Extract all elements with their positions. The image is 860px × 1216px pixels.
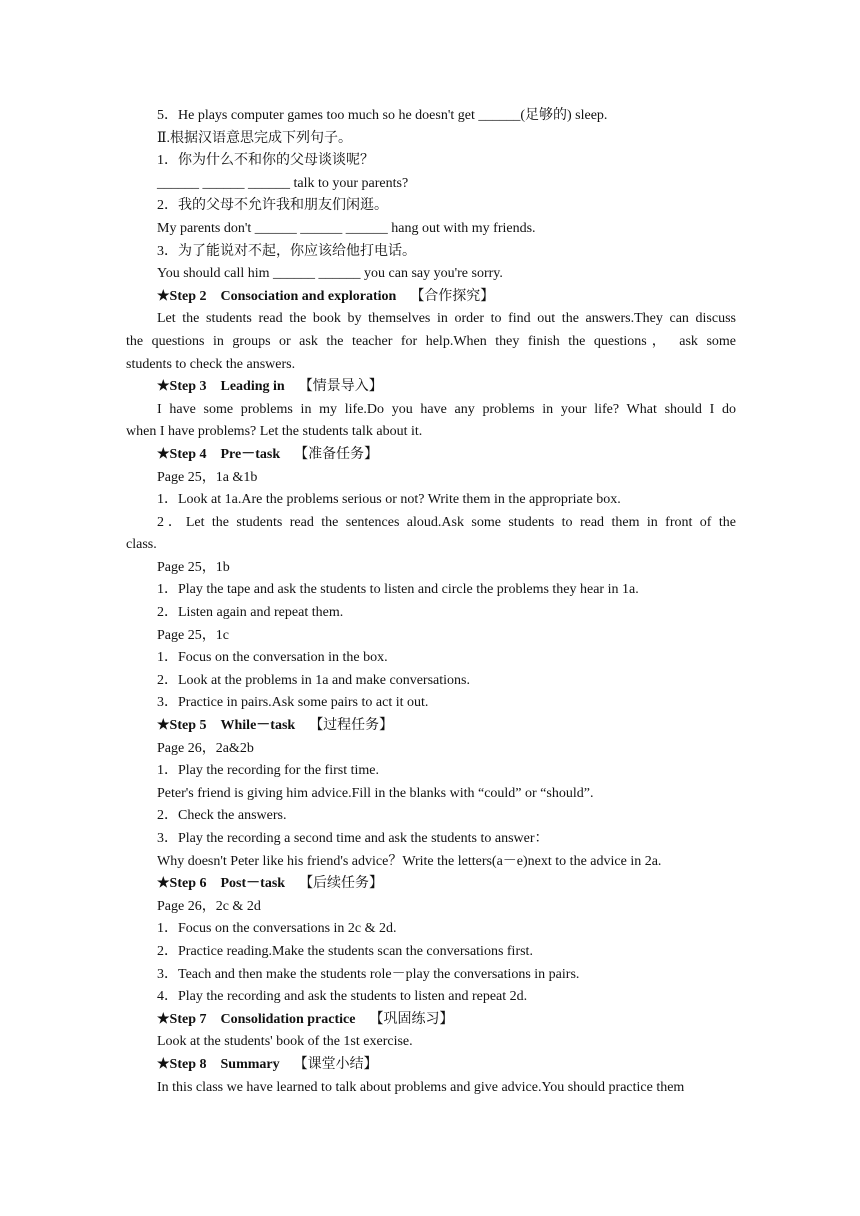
list-item: 2．Practice reading.Make the students scan the conversations first. xyxy=(157,943,533,959)
list-item: 1．Play the recording for the first time. xyxy=(157,763,379,779)
step-tag: 【后续任务】 xyxy=(299,876,384,892)
list-item: Peter's friend is giving him advice.Fill in the blanks with “could” or “should”. xyxy=(157,785,594,801)
step-title: ★Step 4 Pre－task xyxy=(157,446,281,462)
list-item: 1．Focus on the conversation in the box. xyxy=(157,650,388,666)
step-tag: 【准备任务】 xyxy=(294,446,379,462)
paragraph-line: Let the students read the book by themselves in order to find out the answers.They can discuss xyxy=(157,311,736,327)
paragraph-line: when I have problems? Let the students talk about it. xyxy=(126,424,423,440)
page-reference: Page 26，2a&2b xyxy=(157,740,254,756)
list-item: 4．Play the recording and ask the students to listen and repeat 2d. xyxy=(157,989,528,1005)
step-heading xyxy=(126,376,736,399)
exercise-section xyxy=(126,105,736,286)
step-title: ★Step 2 Consociation and exploration xyxy=(157,288,397,304)
list-item: Look at the students' book of the 1st exercise. xyxy=(157,1034,413,1050)
paragraph-line: In this class we have learned to talk about problems and give advice.You should practice them xyxy=(157,1079,685,1095)
exercise-line: 2．我的父母不允许我和朋友们闲逛。 xyxy=(157,198,388,214)
step-tag: 【合作探究】 xyxy=(410,288,495,304)
list-item: 1．Look at 1a.Are the problems serious or not? Write them in the appropriate box. xyxy=(157,492,621,508)
step-heading xyxy=(126,444,736,467)
list-item: 2．Check the answers. xyxy=(157,808,287,824)
list-item: 3．Practice in pairs.Ask some pairs to act it out. xyxy=(157,695,429,711)
paragraph-line: I have some problems in my life.Do you have any problems in your life? What should I do xyxy=(157,401,736,417)
step-heading xyxy=(126,1009,736,1032)
step-title: ★Step 3 Leading in xyxy=(157,379,285,395)
exercise-line: My parents don't ______ ______ ______ hang out with my friends. xyxy=(157,220,536,236)
list-item: 1．Play the tape and ask the students to listen and circle the problems they hear in 1a. xyxy=(157,582,639,598)
page-reference: Page 26，2c & 2d xyxy=(157,898,261,914)
step-title: ★Step 6 Post－task xyxy=(157,876,286,892)
step-heading xyxy=(126,286,736,309)
paragraph-line: the questions in groups or ask the teacher for help.When they finish the questions， ask some xyxy=(126,333,736,349)
step-heading xyxy=(126,1054,736,1077)
list-item: 3．Teach and then make the students role－play the conversations in pairs. xyxy=(157,966,580,982)
exercise-line: 5．He plays computer games too much so he doesn't get ______(足够的) sleep. xyxy=(157,108,608,123)
step-heading xyxy=(126,715,736,738)
list-item-continuation: class. xyxy=(126,537,157,553)
step-title: ★Step 8 Summary xyxy=(157,1056,280,1072)
document-page xyxy=(126,105,736,1099)
step-tag: 【课堂小结】 xyxy=(293,1056,378,1072)
list-item: Why doesn't Peter like his friend's advice？Write the letters(a－e)next to the advice in 2a. xyxy=(157,853,662,869)
step-title: ★Step 7 Consolidation practice xyxy=(157,1011,356,1027)
paragraph-line: students to check the answers. xyxy=(126,356,296,372)
step-heading xyxy=(126,873,736,896)
exercise-line: 3．为了能说对不起，你应该给他打电话。 xyxy=(157,243,416,259)
list-item: 3．Play the recording a second time and ask the students to answer： xyxy=(157,831,549,846)
page-reference: Page 25，1c xyxy=(157,627,229,643)
list-item: 2．Listen again and repeat them. xyxy=(157,605,344,621)
step-title: ★Step 5 While－task xyxy=(157,718,296,734)
page-reference: Page 25，1b xyxy=(157,559,230,575)
step-tag: 【情景导入】 xyxy=(298,379,383,395)
list-item: 2．Look at the problems in 1a and make conversations. xyxy=(157,672,470,688)
list-item: 2．Let the students read the sentences aloud.Ask some students to read them in front of the xyxy=(157,514,736,530)
step-tag: 【过程任务】 xyxy=(309,718,394,734)
list-item: 1．Focus on the conversations in 2c & 2d. xyxy=(157,921,397,937)
page-reference: Page 25，1a &1b xyxy=(157,469,258,485)
exercise-line: You should call him ______ ______ you can say you're sorry. xyxy=(157,266,503,282)
exercise-line: 1．你为什么不和你的父母谈谈呢？ xyxy=(157,153,374,169)
exercise-line: ______ ______ ______ talk to your parents? xyxy=(157,175,409,191)
exercise-heading: Ⅱ.根据汉语意思完成下列句子。 xyxy=(157,130,353,146)
step-tag: 【巩固练习】 xyxy=(369,1011,454,1027)
